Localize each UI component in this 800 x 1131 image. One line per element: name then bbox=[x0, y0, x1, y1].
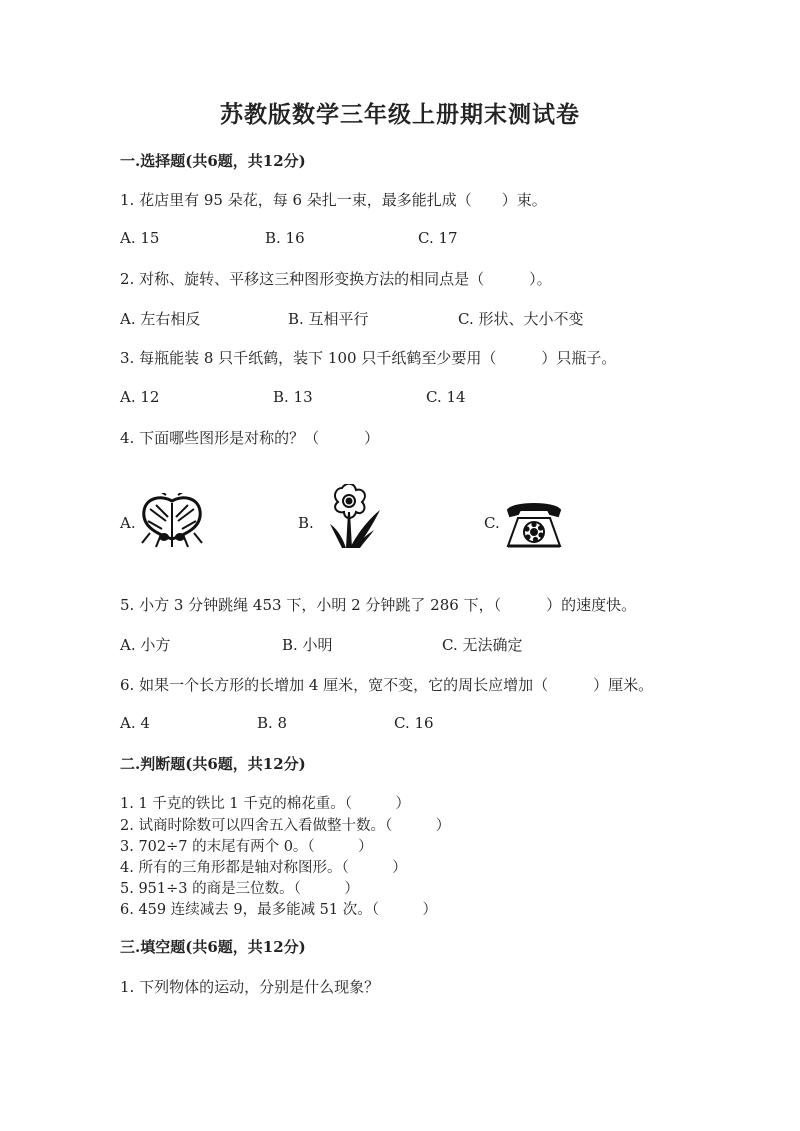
daffodil-icon bbox=[322, 484, 382, 550]
option-b: B. 13 bbox=[273, 388, 313, 406]
option-b: B. bbox=[298, 514, 314, 532]
telephone-icon bbox=[504, 500, 564, 550]
option-a: A. 12 bbox=[120, 388, 160, 406]
judgment-item: 1. 1 千克的铁比 1 千克的棉花重。（ ） bbox=[120, 796, 410, 812]
option-c: C. 17 bbox=[418, 229, 458, 247]
option-c: C. 无法确定 bbox=[442, 636, 523, 654]
page-title: 苏教版数学三年级上册期末测试卷 bbox=[220, 101, 580, 128]
option-b: B. 互相平行 bbox=[288, 310, 369, 328]
judgment-item: 4. 所有的三角形都是轴对称图形。（ ） bbox=[120, 860, 407, 876]
question-text: 6. 如果一个长方形的长增加 4 厘米，宽不变，它的周长应增加（ ）厘米。 bbox=[120, 676, 654, 694]
question-text: 1. 花店里有 95 朵花，每 6 朵扎一束，最多能扎成（ ）束。 bbox=[120, 191, 547, 209]
option-b: B. 8 bbox=[257, 714, 288, 732]
judgment-item: 2. 试商时除数可以四舍五入看做整十数。（ ） bbox=[120, 818, 451, 834]
section-heading: 一.选择题(共6题，共12分) bbox=[120, 152, 306, 170]
option-a: A. 左右相反 bbox=[120, 310, 201, 328]
question-text: 2. 对称、旋转、平移这三种图形变换方法的相同点是（ ）。 bbox=[120, 270, 552, 288]
option-a: A. 小方 bbox=[120, 636, 171, 654]
judgment-item: 3. 702÷7 的末尾有两个 0。（ ） bbox=[120, 839, 373, 855]
section-heading: 二.判断题(共6题，共12分) bbox=[120, 755, 306, 773]
insect-icon bbox=[136, 493, 208, 549]
option-c: C. bbox=[484, 514, 500, 532]
option-a: A. 4 bbox=[120, 714, 150, 732]
question-text: 4. 下面哪些图形是对称的？（ ） bbox=[120, 429, 380, 447]
option-b: B. 小明 bbox=[282, 636, 333, 654]
option-a: A. 15 bbox=[120, 229, 160, 247]
judgment-item: 5. 951÷3 的商是三位数。（ ） bbox=[120, 881, 359, 897]
option-c: C. 14 bbox=[426, 388, 466, 406]
judgment-item: 6. 459 连续减去 9，最多能减 51 次。（ ） bbox=[120, 902, 437, 918]
option-c: C. 16 bbox=[394, 714, 434, 732]
option-b: B. 16 bbox=[265, 229, 305, 247]
section-heading: 三.填空题(共6题，共12分) bbox=[120, 938, 306, 956]
option-a: A. bbox=[120, 514, 136, 532]
option-c: C. 形状、大小不变 bbox=[458, 310, 584, 328]
question-text: 3. 每瓶能装 8 只千纸鹤，装下 100 只千纸鹤至少要用（ ）只瓶子。 bbox=[120, 349, 617, 367]
question-text: 5. 小方 3 分钟跳绳 453 下，小明 2 分钟跳了 286 下，（ ）的速度快。 bbox=[120, 596, 637, 614]
question-text: 1. 下列物体的运动，分别是什么现象？ bbox=[120, 978, 380, 996]
